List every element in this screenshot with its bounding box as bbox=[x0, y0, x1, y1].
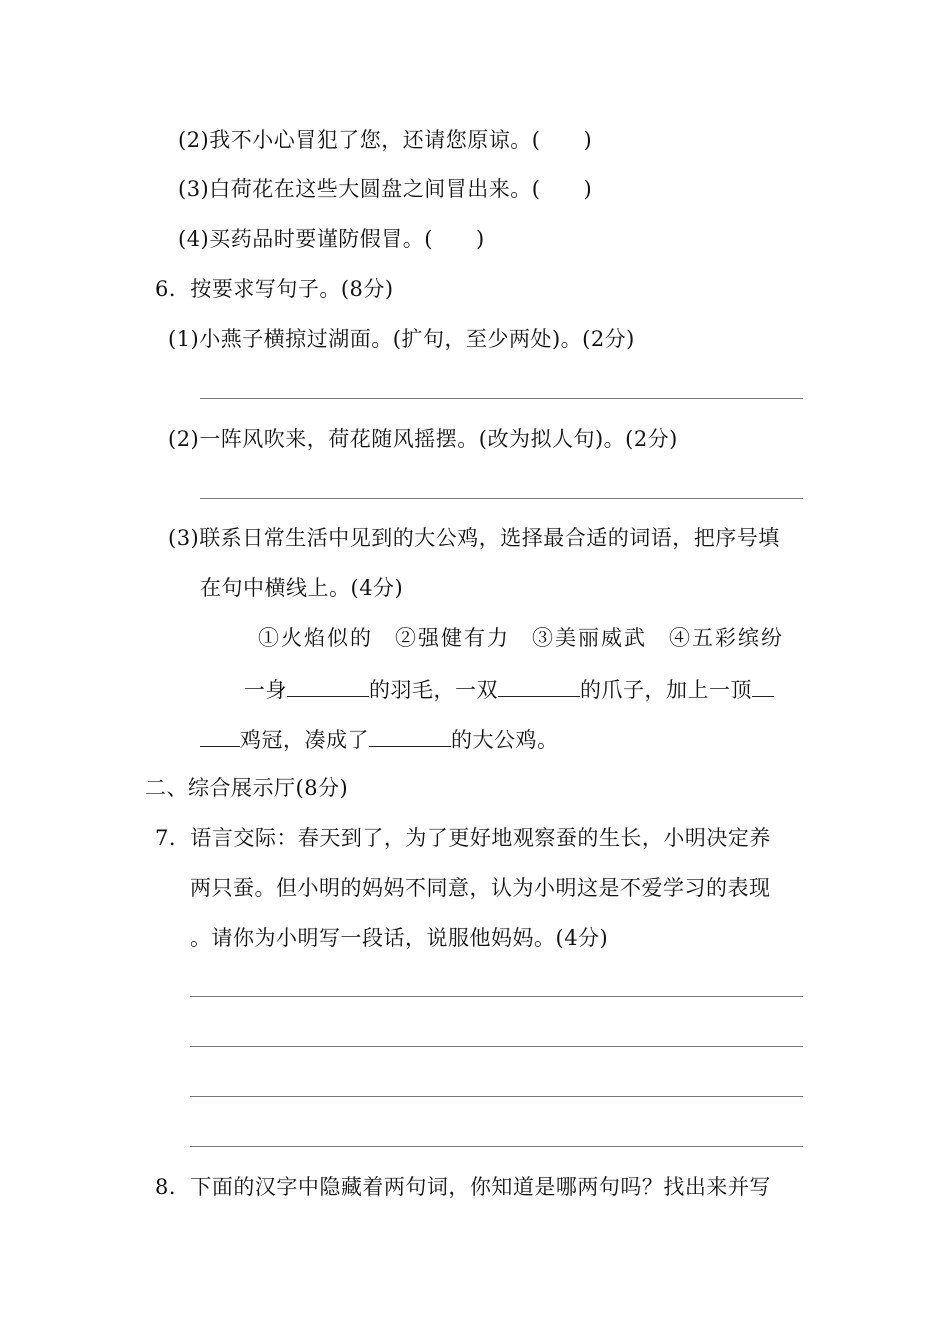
q7-line2: 两只蚕。但小明的妈妈不同意，认为小明这是不爱学习的表现 bbox=[190, 876, 771, 900]
answer-line-q7-1[interactable] bbox=[190, 996, 803, 997]
q8-line1: 8．下面的汉字中隐藏着两句词，你知道是哪两句吗？找出来并写 bbox=[155, 1175, 771, 1199]
option-1: ①火焰似的 bbox=[258, 626, 373, 650]
answer-line-q6-1[interactable] bbox=[200, 398, 803, 399]
blank-4[interactable] bbox=[369, 726, 451, 747]
q6-sub2: (2)一阵风吹来，荷花随风摇摆。(改为拟人句)。(2分) bbox=[168, 427, 678, 451]
q7-line1: 7．语言交际：春天到了，为了更好地观察蚕的生长，小明决定养 bbox=[155, 826, 771, 850]
answer-line-q7-2[interactable] bbox=[190, 1046, 803, 1047]
fill-sentence-line2: 鸡冠，凑成了 的大公鸡。 bbox=[200, 725, 559, 755]
word-options bbox=[258, 623, 806, 653]
section2-title: 二、综合展示厅(8分) bbox=[145, 776, 349, 800]
blank-3-start[interactable] bbox=[752, 676, 774, 697]
answer-line-q7-3[interactable] bbox=[190, 1096, 803, 1097]
blank-2[interactable] bbox=[498, 676, 580, 697]
option-3: ③美丽威武 bbox=[532, 626, 647, 650]
q7-line3: 。请你为小明写一段话，说服他妈妈。(4分) bbox=[190, 926, 609, 950]
q6-sub1: (1)小燕子横掠过湖面。(扩句，至少两处)。(2分) bbox=[168, 327, 635, 351]
option-4: ④五彩缤纷 bbox=[669, 626, 784, 650]
answer-line-q7-4[interactable] bbox=[190, 1146, 803, 1147]
blank-1[interactable] bbox=[287, 676, 369, 697]
option-2: ②强健有力 bbox=[395, 626, 510, 650]
fill-sentence-line1: 一身 的羽毛，一双 的爪子，加上一顶 bbox=[244, 675, 774, 705]
q6-sub3-line2: 在句中横线上。(4分) bbox=[200, 576, 404, 600]
q6-sub3-line1: (3)联系日常生活中见到的大公鸡，选择最合适的词语，把序号填 bbox=[168, 526, 780, 550]
q6-title: 6．按要求写句子。(8分) bbox=[155, 277, 394, 301]
q5-item-2: (2)我不小心冒犯了您，还请您原谅。( ) bbox=[178, 128, 593, 152]
q5-item-3: (3)白荷花在这些大圆盘之间冒出来。( ) bbox=[178, 177, 593, 201]
answer-line-q6-2[interactable] bbox=[200, 498, 803, 499]
q5-item-4: (4)买药品时要谨防假冒。( ) bbox=[178, 227, 485, 251]
blank-3-end[interactable] bbox=[200, 726, 240, 747]
